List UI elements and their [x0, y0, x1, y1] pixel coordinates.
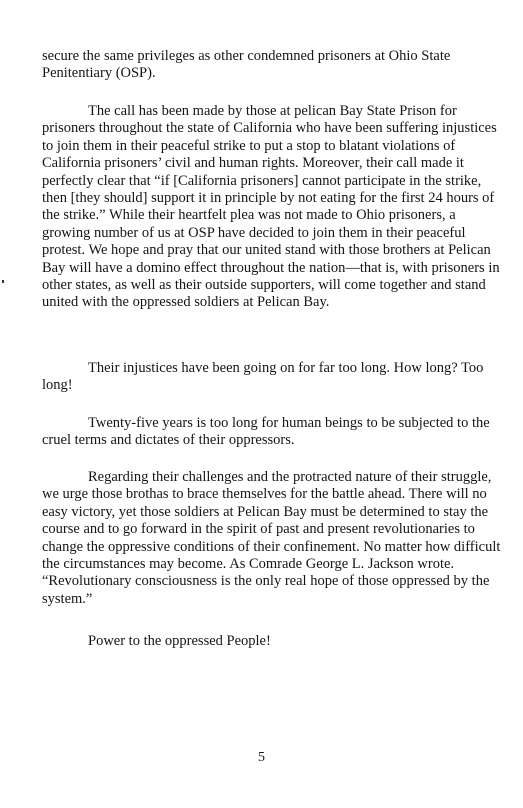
- paragraph-challenges: Regarding their challenges and the protracted nature of their struggle, we urge those brothas to brace themselves for the battle ahead. There will no easy victory, yet those soldiers at Pelican Bay must be determined to stay the course and to go forward in the spirit of past and present revolutionaries to change the oppressive conditions of their confinement. No matter how difficult the circumstances may become. As Comrade George L. Jackson wrote. “Revolutionary consciousness is the only real hope of those oppressed by the system.”: [42, 469, 501, 607]
- paragraph-pelican-bay-call: The call has been made by those at pelican Bay State Prison for prisoners throughout the state of California who have been suffering injustices to join them in their peaceful strike to put a stop to blatant violations of California prisoners’ civil and human rights. Moreover, their call made it perfectly clear that “if [California prisoners] cannot participate in the strike, then [they should] support it in principle by not eating for the first 24 hours of the strike.” While their heartfelt plea was not made to Ohio prisoners, a growing number of us at OSP have decided to join them in their peaceful protest. We hope and pray that our united stand with those brothers at Pelican Bay will have a domino effect throughout the nation—that is, with prisoners in other states, as well as their outside supporters, will come together and stand united with the oppressed soldiers at Pelican Bay.: [42, 103, 500, 311]
- paragraph-continuation: secure the same privileges as other condemned prisoners at Ohio State Penitentiary (OSP).: [42, 48, 451, 82]
- scan-margin-mark: [2, 280, 4, 283]
- paragraph-injustices: Their injustices have been going on for far too long. How long? Too long!: [42, 360, 484, 394]
- paragraph-twenty-five-years: Twenty-five years is too long for human beings to be subjected to the cruel terms and dictates of their oppressors.: [42, 415, 490, 449]
- page-number: 5: [258, 750, 265, 765]
- paragraph-closing: Power to the oppressed People!: [88, 633, 271, 649]
